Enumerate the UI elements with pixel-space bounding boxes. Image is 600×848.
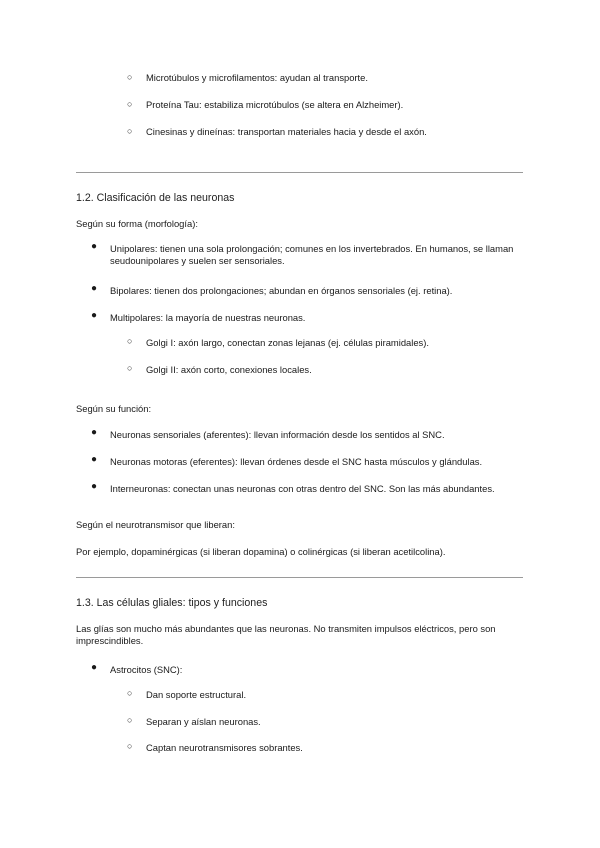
circle-bullet-icon: ○ [127,72,133,82]
circle-bullet-icon: ○ [127,336,133,346]
dot-bullet-icon: ● [91,241,98,252]
section-heading-1-3: 1.3. Las células gliales: tipos y funciones [76,597,268,609]
list-item: Multipolares: la mayoría de nuestras neuronas. [110,312,306,323]
paragraph-nt-text: Por ejemplo, dopaminérgicas (si liberan dopamina) o colinérgicas (si liberan acetilcolina). [76,546,446,557]
list-item: Astrocitos (SNC): [110,664,183,675]
circle-bullet-icon: ○ [127,741,133,751]
circle-bullet-icon: ○ [127,99,133,109]
list-item: Proteína Tau: estabiliza microtúbulos (se altera en Alzheimer). [146,99,404,110]
dot-bullet-icon: ● [91,454,98,465]
paragraph-funcion-label: Según su función: [76,403,152,414]
circle-bullet-icon: ○ [127,126,133,136]
dot-bullet-icon: ● [91,283,98,294]
list-item: Neuronas sensoriales (aferentes): llevan información desde los sentidos al SNC. [110,429,445,440]
list-item: Unipolares: tienen una sola prolongación; comunes en los invertebrados. En humanos, se llaman seudounipolares y suelen ser sensoriales. [110,243,514,266]
dot-bullet-icon: ● [91,427,98,438]
list-item: Captan neurotransmisores sobrantes. [146,742,303,753]
circle-bullet-icon: ○ [127,363,133,373]
circle-bullet-icon: ○ [127,715,133,725]
list-item: Separan y aíslan neuronas. [146,716,261,727]
list-item: Dan soporte estructural. [146,689,247,700]
horizontal-rule [76,172,523,173]
paragraph-nt-label: Según el neurotransmisor que liberan: [76,519,235,530]
section-heading-1-2: 1.2. Clasificación de las neuronas [76,192,235,204]
list-item: Cinesinas y dineínas: transportan materiales hacia y desde el axón. [146,126,427,137]
horizontal-rule [76,577,523,578]
paragraph-glias-intro: Las glías son mucho más abundantes que las neuronas. No transmiten impulsos eléctricos, pero son imprescindibles. [76,623,496,646]
dot-bullet-icon: ● [91,310,98,321]
list-item: Microtúbulos y microfilamentos: ayudan al transporte. [146,72,368,83]
list-item: Interneuronas: conectan unas neuronas con otras dentro del SNC. Son las más abundantes. [110,483,495,494]
dot-bullet-icon: ● [91,481,98,492]
dot-bullet-icon: ● [91,662,98,673]
list-item: Golgi I: axón largo, conectan zonas lejanas (ej. células piramidales). [146,337,429,348]
list-item: Neuronas motoras (eferentes): llevan órdenes desde el SNC hasta músculos y glándulas. [110,456,483,467]
list-item: Golgi II: axón corto, conexiones locales. [146,364,312,375]
circle-bullet-icon: ○ [127,688,133,698]
list-item: Bipolares: tienen dos prolongaciones; abundan en órganos sensoriales (ej. retina). [110,285,453,296]
paragraph-forma-label: Según su forma (morfología): [76,218,198,229]
